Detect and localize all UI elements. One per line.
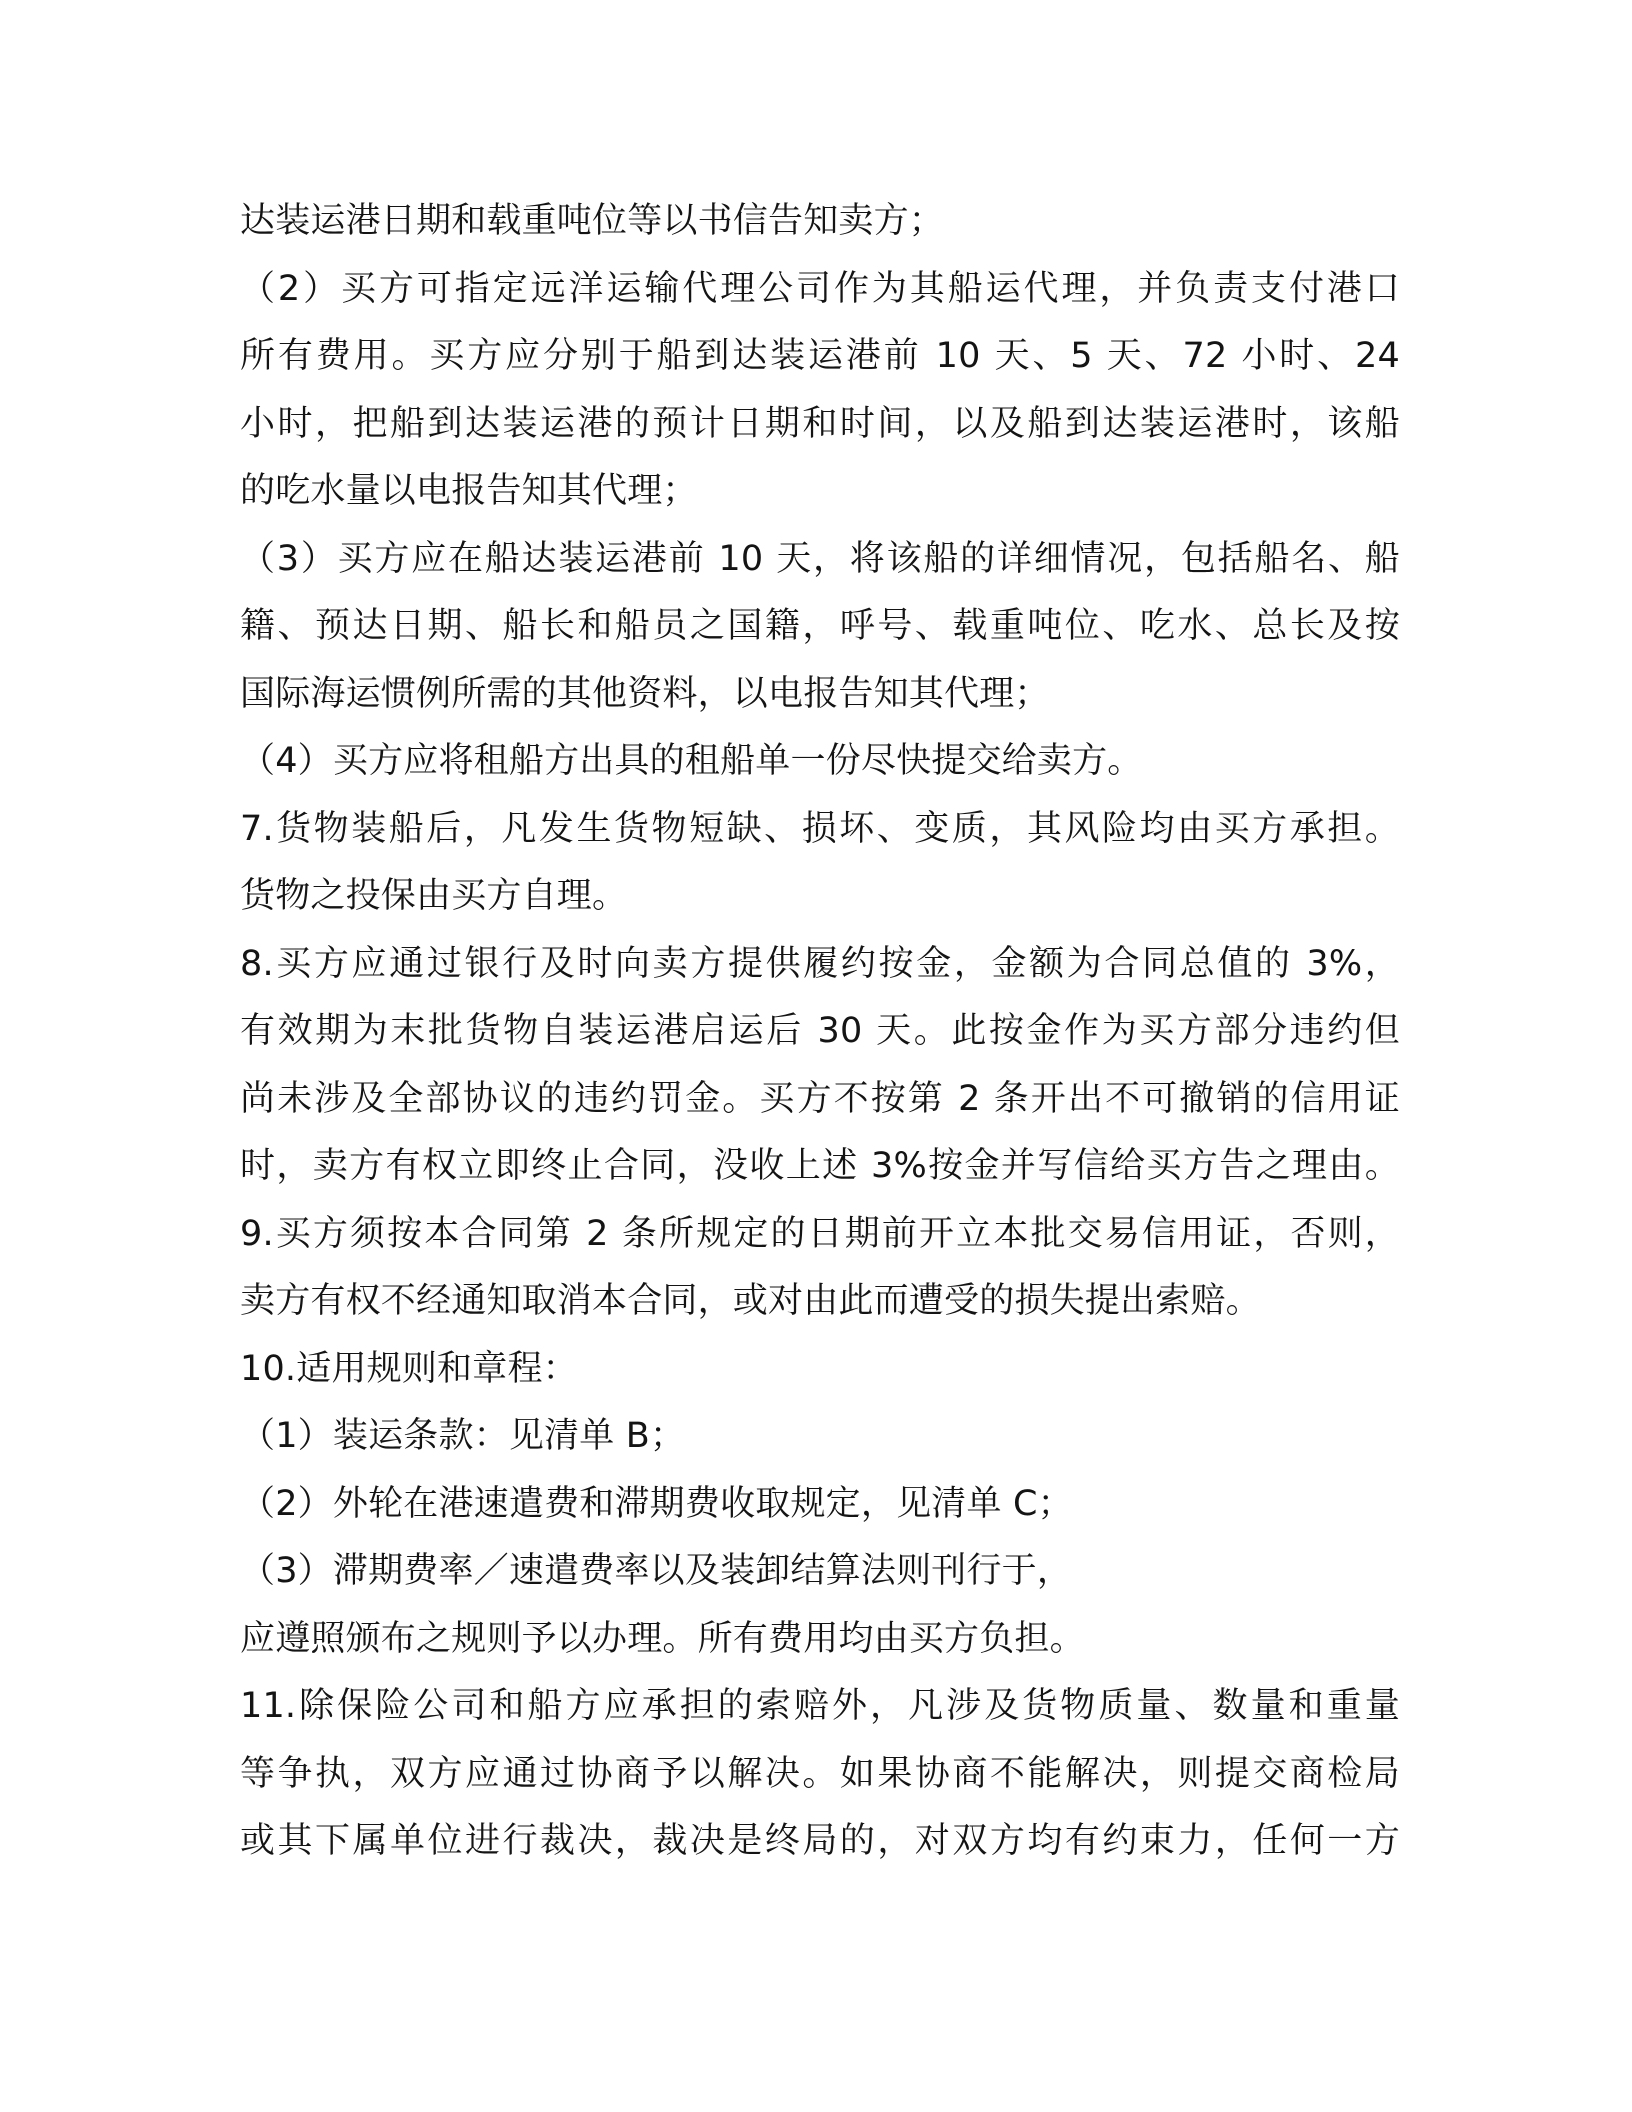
text-line: 籍、预达日期、船长和船员之国籍，呼号、载重吨位、吃水、总长及按 [240,606,1400,646]
text-line: （2）买方可指定远洋运输代理公司作为其船运代理，并负责支付港口 [240,268,1400,309]
text-line: 所有费用。买方应分别于船到达装运港前 10 天、5 天、72 小时、24 [240,336,1400,376]
text-line: 时，卖方有权立即终止合同，没收上述 3%按金并写信给买方告之理由。 [240,1146,1400,1186]
text-line: 8.买方应通过银行及时向卖方提供履约按金，金额为合同总值的 3%， [240,943,1400,984]
text-line: 尚未涉及全部协议的违约罚金。买方不按第 2 条开出不可撤销的信用证 [240,1078,1400,1119]
text-line: 达装运港日期和载重吨位等以书信告知卖方； [240,201,945,241]
text-line: （4）买方应将租船方出具的租船单一份尽快提交给卖方。 [240,741,1143,781]
text-line: （1）装运条款：见清单 B； [240,1416,686,1456]
text-line: 11.除保险公司和船方应承担的索赔外，凡涉及货物质量、数量和重量 [240,1686,1400,1726]
text-line: 9.买方须按本合同第 2 条所规定的日期前开立本批交易信用证，否则， [240,1213,1400,1254]
text-line: （3）买方应在船达装运港前 10 天，将该船的详细情况，包括船名、船 [240,538,1400,579]
text-line: 国际海运惯例所需的其他资料，以电报告知其代理； [240,673,1050,714]
text-line: 有效期为末批货物自装运港启运后 30 天。此按金作为买方部分违约但 [240,1011,1400,1051]
text-line: 或其下属单位进行裁决，裁决是终局的，对双方均有约束力，任何一方 [240,1821,1400,1861]
text-line: 10.适用规则和章程： [240,1348,578,1389]
contract-text-body [240,188,1400,1876]
text-line: 的吃水量以电报告知其代理； [240,471,698,511]
text-line: 小时，把船到达装运港的预计日期和时间，以及船到达装运港时，该船 [240,403,1400,444]
text-line: （3）滞期费率／速遣费率以及装卸结算法则刊行于， [240,1551,1073,1591]
text-line: 货物之投保由买方自理。 [240,876,628,916]
text-line: 等争执，双方应通过协商予以解决。如果协商不能解决，则提交商检局 [240,1753,1400,1794]
text-line: （2）外轮在港速遣费和滞期费收取规定，见清单 C； [240,1483,1073,1524]
text-line: 卖方有权不经通知取消本合同，或对由此而遭受的损失提出索赔。 [240,1281,1261,1321]
text-line: 7.货物装船后，凡发生货物短缺、损坏、变质，其风险均由买方承担。 [240,808,1400,849]
text-line: 应遵照颁布之规则予以办理。所有费用均由买方负担。 [240,1618,1085,1659]
